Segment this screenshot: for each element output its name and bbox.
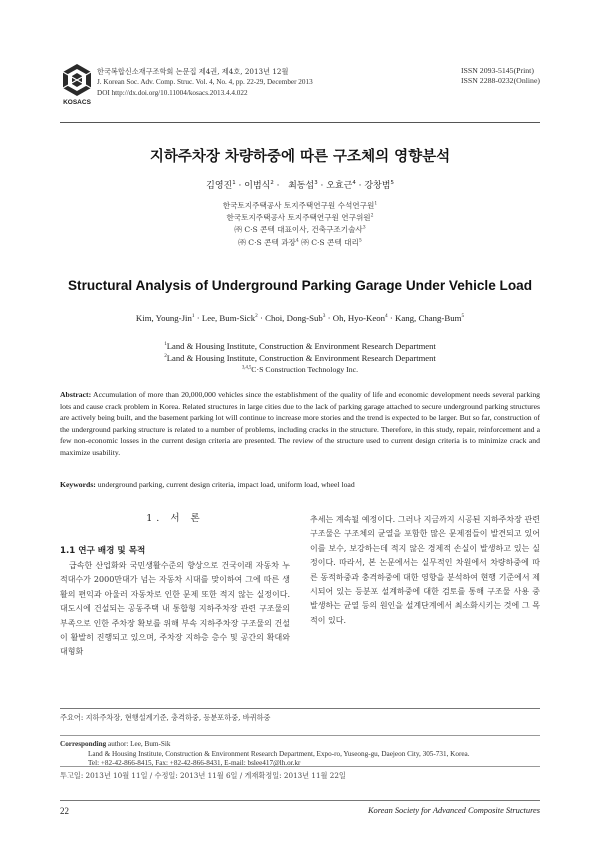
- journal-header: [97, 66, 313, 99]
- kosacs-logo: [60, 62, 94, 106]
- author-en: Choi, Dong-Sub: [265, 313, 323, 323]
- author-en: Kang, Chang-Bum: [395, 313, 462, 323]
- author-en: Oh, Hyo-Keon: [332, 313, 386, 323]
- footnote-divider: [60, 766, 540, 767]
- affiliation-ko: ㈜ C·S 콘텍 대표이사, 건축구조기술사$^3$: [234, 225, 366, 235]
- body-column-right: [310, 513, 540, 628]
- affiliation-en: $^{3,4,5}$C·S Construction Technology Inc.: [241, 365, 359, 375]
- title-english: Structural Analysis of Underground Parking Garage Under Vehicle Load: [67, 278, 533, 293]
- logo-text: KOSACS: [63, 99, 91, 106]
- footer-divider: [60, 800, 540, 801]
- footnote-keywords-ko: 주요어: 지하주차장, 현행설계기준, 충격하중, 등분포하중, 바퀴하중: [60, 713, 271, 722]
- journal-name-ko: 한국복합신소재구조학회 논문집 제4권, 제4호, 2013년 12월: [97, 67, 289, 76]
- body-column-left: [60, 510, 290, 660]
- author-en: Kim, Young-Jin: [135, 313, 192, 323]
- journal-footer: Korean Society for Advanced Composite Structures: [367, 806, 540, 815]
- journal-citation-en: J. Korean Soc. Adv. Comp. Struc. Vol. 4, No. 4, pp. 22-29, December 2013: [97, 78, 313, 86]
- doi-link[interactable]: DOI http://dx.doi.org/10.11004/kosacs.2013.4.4.022: [97, 89, 248, 97]
- affiliation-en: $^2$Land & Housing Institute, Construction & Environment Research Department: [164, 353, 436, 364]
- page-number: 22: [60, 806, 69, 816]
- body-paragraph: 추세는 계속될 예정이다. 그러나 지금까지 시공된 지하주차장 관련 구조물은 구조체의 균열을 포함한 많은 문제점들이 발견되고 있어 이를 보수, 보강하는데 적지 않은 경제적 손실이 발생하고 있는 실정이다. 따라서, 본 논문에서는 실무적인 차원에서 차량하중에 따른 동적하중과 충격하중에 대한 영향을 분석하여 현행 기준에서 제시되어 있는 등분포 설계하중에 대한 검토를 통해 구조물 사용 중 발생하는 균열 등의 원인을 설계단계에서 최소화시키는 것에 그 목적이 있다.: [310, 515, 540, 625]
- footnote-divider: [60, 708, 540, 709]
- author-en: Lee, Bum-Sick: [201, 313, 256, 323]
- author-ko: 이범식: [244, 181, 271, 191]
- corr-address: Land & Housing Institute, Construction & Environment Research Department, Expo-ro, Yuseong-gu, Daejeon City, 305-731, Korea.: [88, 749, 470, 758]
- title-korean: 지하주차장 차량하중에 따른 구조체의 영향분석: [149, 149, 451, 165]
- header-divider: [60, 122, 540, 123]
- abstract: [60, 389, 540, 459]
- keywords: [60, 480, 540, 489]
- issn-print: ISSN 2093-5145(Print): [460, 66, 534, 75]
- subsection-heading: 1.1 연구 배경 및 목적: [60, 546, 146, 556]
- submission-dates: 투고일: 2013년 10월 11일 / 수정일: 2013년 11월 6일 / 게재확정일: 2013년 11월 22일: [60, 771, 346, 780]
- affiliation-en: $^1$Land & Housing Institute, Construction & Environment Research Department: [164, 341, 436, 351]
- authors-korean: 김영진$^1$ · 이범식$^2$ · 최동섭$^3$ · 오효근$^4$ · 강창범$^5$: [206, 180, 394, 191]
- corresponding-author: Corresponding author: Lee, Bum-Sik Land & Housing Institute, Construction & Environment Research Department, Expo-ro, Yuseong-gu, Daejeon City, 305-731, Korea. Tel: +82-42-866-8415, Fax: +82-42-866-8431, E-mail: bslee417@lh.or.kr: [60, 740, 540, 769]
- author-ko: 김영진: [206, 181, 233, 191]
- affiliation-ko: 한국토지주택공사 토지주택연구원 수석연구원$^1$: [222, 201, 378, 210]
- body-paragraph: 급속한 산업화와 국민생활수준의 향상으로 건국이래 자동차 누적대수가 2000만대가 넘는 자동차 시대를 맞이하여 그에 따른 생활의 편익과 아울러 자동차로 인한 문제 또한 적지 않는 실정이다. 대도시에 건설되는 공동주택 내 통합형 지하주차장 관련 구조물의 부족으로 인한 주차장 확보를 위해 부속 지하주차장 구조물의 건설이 활발히 진행되고 있으며, 주차장 지하층 층수 및 공간의 확대와 대형화: [60, 561, 290, 657]
- affiliation-ko: ㈜ C·S 콘텍 과장$^4$ ㈜ C·S 콘텍 대리$^5$: [238, 237, 362, 247]
- author-ko: 오효근: [326, 181, 353, 191]
- affiliation-ko: 한국토지주택공사 토지주택연구원 연구위원$^2$: [226, 213, 374, 223]
- abstract-label: Abstract:: [60, 390, 92, 399]
- affiliations-korean: [0, 200, 600, 249]
- footnote-divider: [60, 735, 540, 736]
- author-ko: 강창범: [364, 181, 391, 191]
- keywords-label: Keywords:: [60, 480, 96, 489]
- issn-block: [461, 66, 540, 86]
- corr-contact: Tel: +82-42-866-8415, Fax: +82-42-866-8431, E-mail: bslee417@lh.or.kr: [88, 759, 301, 768]
- authors-english: Kim, Young-Jin$^1$ · Lee, Bum-Sick$^2$ · Choi, Dong-Sub$^3$ · Oh, Hyo-Keon$^4$ · Kang, Chang-Bum$^5$: [135, 313, 465, 323]
- author-ko: 최동섭: [288, 181, 315, 191]
- section-heading: 1. 서 론: [146, 513, 204, 524]
- issn-online: ISSN 2288-0232(Online): [460, 76, 540, 85]
- affiliations-english: [0, 340, 600, 377]
- keywords-text: underground parking, current design criteria, impact load, uniform load, wheel load: [97, 480, 355, 489]
- abstract-text: Accumulation of more than 20,000,000 vehicles since the establishment of the quality of life and economic development needs several parking lots and cause crack problem in Korea. Related structures in large cities due to the lack of parking garage attached to secure underground parking structures are actively being built, and the basement parking lot will continue to increase more stories and the trend is expected to be larger. But so far, construction of the underground parking structure is related to a number of problems, including cracks in the structure. Therefore, in this study, repair, reinforcement and a few non-economic losses in the current design criteria are presented. The review of the structure used to current design criteria is to minimize crack and maximize usability.: [60, 390, 541, 457]
